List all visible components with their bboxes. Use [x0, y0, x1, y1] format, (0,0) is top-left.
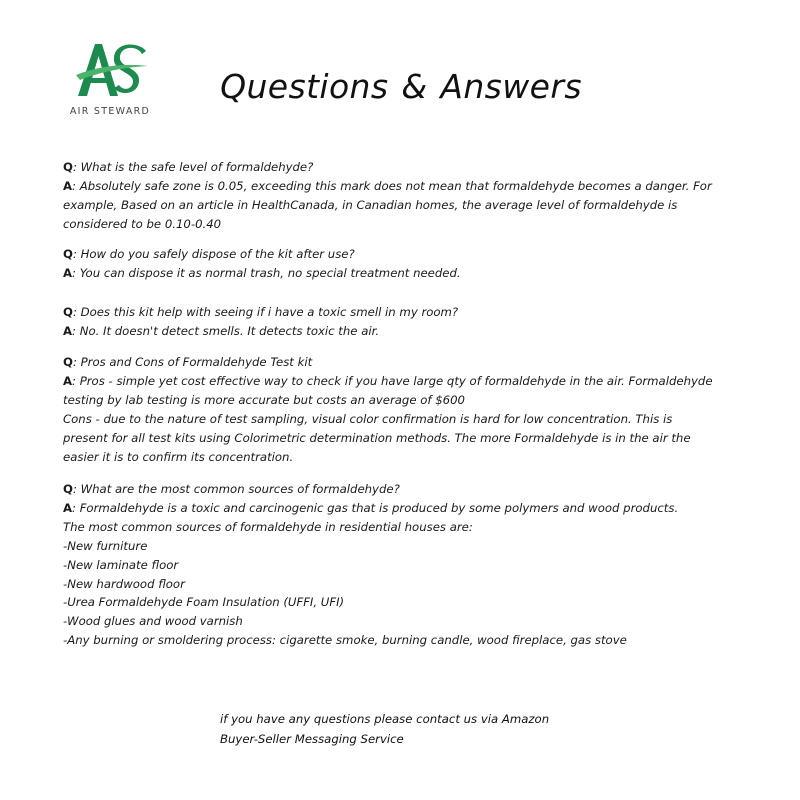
- list-item: -New laminate floor: [63, 557, 179, 572]
- question-text: : How do you safely dispose of the kit after use?: [72, 247, 355, 261]
- page-title: Questions & Answers: [220, 67, 582, 106]
- q-label: Q: [63, 160, 73, 174]
- question-line: [63, 158, 712, 177]
- qa-item-pros-cons: [63, 353, 713, 466]
- qa-item-safe-level: [63, 158, 712, 234]
- answer-line: considered to be 0.10-0.40: [63, 216, 222, 231]
- answer-text: : No. It doesn't detect smells. It detects toxic the air.: [72, 323, 380, 338]
- a-label: A: [63, 373, 73, 388]
- question-line: [63, 303, 458, 322]
- a-label: A: [63, 323, 73, 338]
- answer-line: [63, 372, 713, 391]
- answer-text: : Absolutely safe zone is 0.05, exceeding this mark does not mean that formaldehyde becomes a danger. For: [72, 178, 712, 193]
- answer-line: The most common sources of formaldehyde in residential houses are:: [63, 519, 473, 534]
- answer-line: [63, 177, 712, 196]
- q-label: Q: [63, 482, 73, 496]
- answer-line: [63, 322, 458, 341]
- qa-item-common-sources: [63, 480, 678, 650]
- qa-item-dispose-kit: [63, 245, 461, 283]
- a-label: A: [63, 500, 73, 515]
- answer-line: [63, 499, 678, 518]
- answer-line: testing by lab testing is more accurate but costs an average of $600: [63, 392, 465, 407]
- q-label: Q: [63, 305, 73, 319]
- answer-line: easier it is to confirm its concentration.: [63, 449, 294, 464]
- answer-line: Cons - due to the nature of test sampling, visual color confirmation is hard for low concentration. This is: [63, 411, 673, 426]
- list-item: -Any burning or smoldering process: cigarette smoke, burning candle, wood fireplace, gas stove: [63, 633, 627, 648]
- question-text: : What is the safe level of formaldehyde?: [72, 160, 314, 174]
- list-item: -New hardwood floor: [63, 576, 185, 591]
- contact-line: if you have any questions please contact us via Amazon: [220, 712, 550, 726]
- contact-note: [220, 709, 640, 749]
- question-text: : Does this kit help with seeing if i have a toxic smell in my room?: [72, 305, 459, 319]
- answer-text: : Formaldehyde is a toxic and carcinogenic gas that is produced by some polymers and wood products.: [72, 500, 679, 515]
- question-text: : Pros and Cons of Formaldehyde Test kit: [72, 355, 313, 369]
- list-item: -Wood glues and wood varnish: [63, 614, 243, 629]
- a-label: A: [63, 265, 73, 280]
- answer-line: present for all test kits using Colorimetric determination methods. The more Formaldehyde is in the air the: [63, 430, 691, 445]
- answer-line: [63, 264, 461, 283]
- list-item: -New furniture: [63, 538, 148, 553]
- question-line: [63, 245, 461, 264]
- brand-name: AIR STEWARD: [69, 106, 151, 117]
- q-label: Q: [63, 247, 73, 261]
- qa-item-toxic-smell: [63, 303, 458, 341]
- list-item: -Urea Formaldehyde Foam Insulation (UFFI, UFI): [63, 595, 345, 610]
- question-line: [63, 480, 678, 499]
- answer-text: : Pros - simple yet cost effective way to check if you have large qty of formaldehyde in the air. Formaldehyde: [72, 373, 713, 388]
- a-label: A: [63, 178, 73, 193]
- contact-line: Buyer-Seller Messaging Service: [220, 732, 404, 746]
- answer-text: : You can dispose it as normal trash, no special treatment needed.: [72, 265, 461, 280]
- question-line: [63, 353, 713, 372]
- answer-line: example, Based on an article in HealthCanada, in Canadian homes, the average level of formaldehyde is: [63, 197, 678, 212]
- question-text: : What are the most common sources of formaldehyde?: [72, 482, 400, 496]
- q-label: Q: [63, 355, 73, 369]
